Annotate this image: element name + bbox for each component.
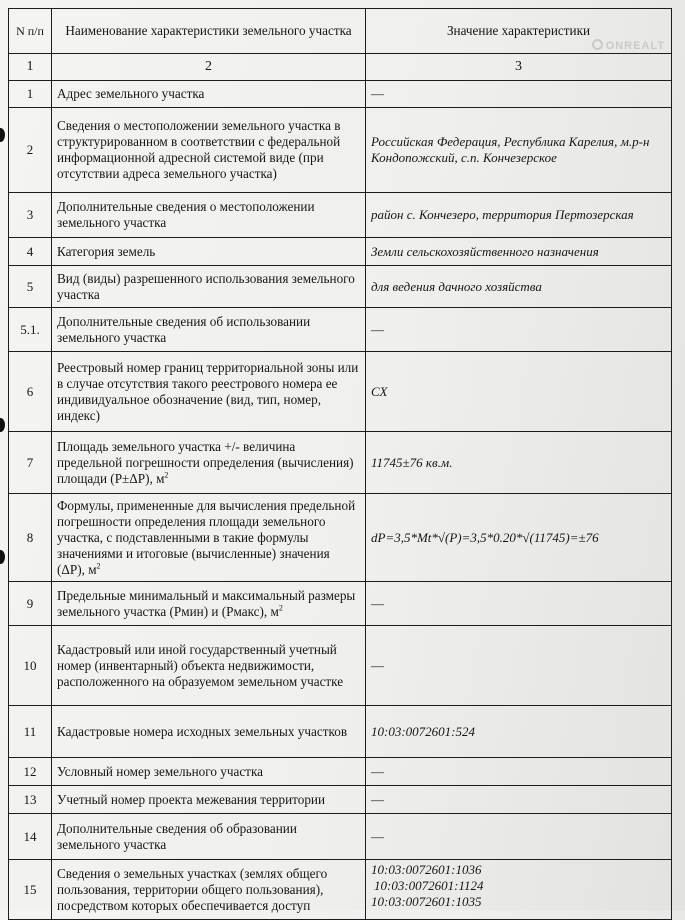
row-number: 1 <box>9 81 52 108</box>
row-name: Реестровый номер границ территориальной зоны или в случае отсутствия такого реестрового номера ее индивидуальное обозначение (вид, тип, номер, индекс) <box>52 352 366 432</box>
watermark <box>592 39 665 52</box>
punch-hole-mark <box>0 418 5 432</box>
row-number: 15 <box>9 860 52 920</box>
column-index-row <box>9 54 672 81</box>
superscript: 2 <box>96 561 101 571</box>
table-row <box>9 308 672 352</box>
row-value <box>366 860 672 920</box>
table-row <box>9 266 672 308</box>
watermark-text: ONREALT <box>605 40 665 52</box>
row-name: Дополнительные сведения об использовании земельного участка <box>52 308 366 352</box>
header-value-cell <box>366 9 672 54</box>
cadastral-number: 10:03:0072601:1035 <box>371 894 482 909</box>
row-name: Учетный номер проекта межевания территории <box>52 786 366 814</box>
table-row <box>9 108 672 193</box>
row-name: Дополнительные сведения о местоположении земельного участка <box>52 193 366 238</box>
row-name: Адрес земельного участка <box>52 81 366 108</box>
row-name: Вид (виды) разрешенного использования земельного участка <box>52 266 366 308</box>
row-value: — <box>366 758 672 786</box>
row-number: 13 <box>9 786 52 814</box>
table-row <box>9 494 672 582</box>
table-row <box>9 432 672 494</box>
row-value: — <box>366 308 672 352</box>
cadastral-number: 10:03:0072601:1036 <box>371 862 482 877</box>
row-number: 3 <box>9 193 52 238</box>
row-value: — <box>366 814 672 860</box>
row-number: 5.1. <box>9 308 52 352</box>
table-row <box>9 238 672 266</box>
header-name: Наименование характеристики земельного участка <box>52 9 366 54</box>
table-header-row <box>9 9 672 54</box>
row-value: dP=3,5*Mt*√(P)=3,5*0.20*√(11745)=±76 <box>366 494 672 582</box>
land-plot-characteristics-table <box>8 8 672 920</box>
row-number: 12 <box>9 758 52 786</box>
header-value: Значение характеристики <box>446 23 591 38</box>
row-number: 2 <box>9 108 52 193</box>
column-index: 2 <box>52 54 366 81</box>
column-index: 3 <box>366 54 672 81</box>
cadastral-number: 10:03:0072601:1124 <box>374 878 484 893</box>
table-row <box>9 860 672 920</box>
column-index: 1 <box>9 54 52 81</box>
row-value: Земли сельскохозяйственного назначения <box>366 238 672 266</box>
table-row <box>9 758 672 786</box>
row-value: Российская Федерация, Республика Карелия, м.р-н Кондопожский, с.п. Кончезерское <box>366 108 672 193</box>
row-value: 11745±76 кв.м. <box>366 432 672 494</box>
table-row <box>9 814 672 860</box>
row-number: 8 <box>9 494 52 582</box>
table-row <box>9 352 672 432</box>
row-value: — <box>366 786 672 814</box>
table-row <box>9 193 672 238</box>
row-number: 7 <box>9 432 52 494</box>
row-value: 10:03:0072601:524 <box>366 706 672 758</box>
row-name: Сведения о земельных участках (землях общего пользования, территории общего пользования), посредством которых обеспечивается доступ <box>52 860 366 920</box>
row-number: 6 <box>9 352 52 432</box>
row-value: район с. Кончезеро, территория Пертозерская <box>366 193 672 238</box>
row-name-text: Площадь земельного участка +/- величина предельной погрешности определения (вычисления) площади (Р±ΔР), м <box>57 438 354 486</box>
row-value: СХ <box>366 352 672 432</box>
superscript: 2 <box>164 470 169 480</box>
row-name: Кадастровый или иной государственный учетный номер (инвентарный) объекта недвижимости, расположенного на образуемом земельном участке <box>52 626 366 706</box>
table-row <box>9 626 672 706</box>
row-name <box>52 432 366 494</box>
watermark-logo-icon <box>592 39 603 50</box>
row-name: Кадастровые номера исходных земельных участков <box>52 706 366 758</box>
row-name-text: Формулы, примененные для вычисления предельной погрешности определения площади земельного участка, с подставленными в такие формулы значениями и итоговые (вычисленные) значения (ΔР), м <box>57 497 356 577</box>
punch-hole-mark <box>0 550 5 564</box>
row-number: 14 <box>9 814 52 860</box>
row-name-text: Предельные минимальный и максимальный размеры земельного участка (Рмин) и (Рмакс), м <box>57 587 356 619</box>
row-name: Дополнительные сведения об образовании земельного участка <box>52 814 366 860</box>
table-row <box>9 786 672 814</box>
row-name: Условный номер земельного участка <box>52 758 366 786</box>
row-number: 9 <box>9 582 52 626</box>
table-row <box>9 81 672 108</box>
header-num: N п/п <box>9 9 52 54</box>
table-row <box>9 582 672 626</box>
row-name: Сведения о местоположении земельного участка в структурированном в соответствии с федеральной информационной адресной системой виде (при отсутствии адреса земельного участка) <box>52 108 366 193</box>
row-number: 4 <box>9 238 52 266</box>
row-name <box>52 494 366 582</box>
row-value: — <box>366 582 672 626</box>
row-value: для ведения дачного хозяйства <box>366 266 672 308</box>
row-number: 11 <box>9 706 52 758</box>
row-value: — <box>366 81 672 108</box>
table-row <box>9 706 672 758</box>
row-name: Категория земель <box>52 238 366 266</box>
row-name <box>52 582 366 626</box>
row-value: — <box>366 626 672 706</box>
row-number: 10 <box>9 626 52 706</box>
punch-hole-mark <box>0 128 5 142</box>
row-number: 5 <box>9 266 52 308</box>
superscript: 2 <box>278 603 283 613</box>
